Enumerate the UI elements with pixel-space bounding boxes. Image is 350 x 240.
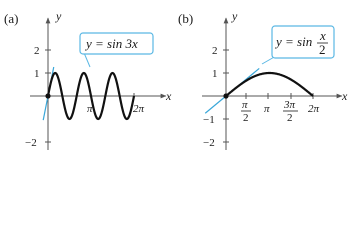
panel-b-equation-den: 2 xyxy=(319,42,326,57)
panel-a-y-tick-label-neg2: −2 xyxy=(25,137,37,149)
panel-a-label: (a) xyxy=(4,11,19,26)
panel-b-curve xyxy=(226,73,313,96)
panel-b-y-tick-label-2: 2 xyxy=(212,45,218,57)
panel-a-y-tick-label-1: 1 xyxy=(34,68,40,80)
panel-b-x-tick-label-2pi: 2π xyxy=(308,103,320,115)
panel-b-x-tick-label-pi-over-2-den: 2 xyxy=(243,112,249,124)
panel-b-y-axis-label: y xyxy=(232,9,238,23)
panel-b xyxy=(178,9,348,150)
panel-a-x-tick-label-pi: π xyxy=(87,103,93,115)
panel-b-y-tick-label-neg2: −2 xyxy=(203,137,215,149)
panel-b-x-axis-label: x xyxy=(342,89,348,103)
panel-b-x-tick-label-3pi-over-2-num: 3π xyxy=(284,99,296,111)
panel-a xyxy=(4,9,172,150)
panel-a-origin-point xyxy=(45,93,50,98)
panel-a-equation: y = sin 3x xyxy=(86,36,138,51)
panel-b-y-tick-label-neg1: −1 xyxy=(203,114,215,126)
panel-b-label: (b) xyxy=(178,11,194,26)
panel-b-equation-lhs: y = sin xyxy=(276,34,313,49)
panel-a-x-tick-label-2pi: 2π xyxy=(133,103,145,115)
panel-a-y-tick-label-2: 2 xyxy=(34,45,40,57)
panel-a-y-axis-label: y xyxy=(56,9,62,23)
panel-b-x-tick-label-pi: π xyxy=(264,103,270,115)
panel-b-y-tick-label-1: 1 xyxy=(212,68,218,80)
panel-b-equation-num: x xyxy=(320,28,326,43)
panel-b-x-tick-label-3pi-over-2-den: 2 xyxy=(287,112,293,124)
panel-b-origin-point xyxy=(223,93,228,98)
panel-b-x-tick-label-pi-over-2-num: π xyxy=(242,99,248,111)
panel-a-x-axis-label: x xyxy=(166,89,172,103)
